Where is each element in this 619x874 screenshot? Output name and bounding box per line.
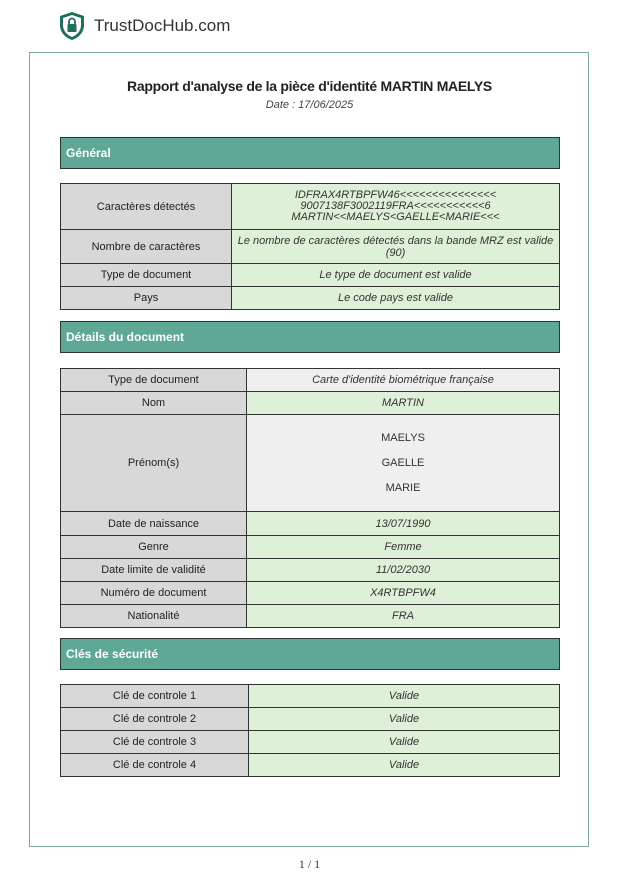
section-security-heading: Clés de sécurité [60, 638, 560, 670]
row-label: Clé de controle 2 [61, 708, 249, 731]
prenoms-value [247, 415, 560, 512]
row-value: FRA [247, 605, 560, 628]
table-row [61, 754, 560, 777]
section-general-heading: Général [60, 137, 560, 169]
row-value: Femme [247, 536, 560, 559]
mrz-value [232, 184, 560, 230]
prenom-3: MARIE [385, 482, 421, 494]
row-value: MARTIN [247, 392, 560, 415]
row-value: 13/07/1990 [247, 512, 560, 536]
mrz-line-3: MARTIN<<MAELYS<GAELLE<MARIE<<< [291, 211, 500, 223]
security-table [60, 684, 560, 777]
row-label: Type de document [61, 264, 232, 287]
row-label: Numéro de document [61, 582, 247, 605]
table-row [61, 685, 560, 708]
table-row [61, 230, 560, 264]
prenom-2: GAELLE [381, 457, 425, 469]
row-label: Nationalité [61, 605, 247, 628]
general-table [60, 183, 560, 310]
row-value: 11/02/2030 [247, 559, 560, 582]
prenom-1: MAELYS [381, 432, 425, 444]
table-row [61, 287, 560, 310]
table-row [61, 184, 560, 230]
brand-name[interactable]: TrustDocHub.com [94, 16, 231, 35]
table-row [61, 536, 560, 559]
row-value: Valide [249, 754, 560, 777]
table-row [61, 731, 560, 754]
shield-lock-icon [58, 11, 86, 41]
row-label: Date de naissance [61, 512, 247, 536]
header [58, 10, 230, 42]
report-title: Rapport d'analyse de la pièce d'identité MARTIN MAELYS [127, 78, 492, 94]
row-value: Le code pays est valide [232, 287, 560, 310]
row-label: Genre [61, 536, 247, 559]
row-value: Valide [249, 685, 560, 708]
table-row [61, 415, 560, 512]
row-label: Clé de controle 4 [61, 754, 249, 777]
row-label: Nom [61, 392, 247, 415]
row-label: Caractères détectés [61, 184, 232, 230]
report-date: Date : 17/06/2025 [265, 99, 354, 111]
row-value: Le type de document est valide [232, 264, 560, 287]
section-details-heading: Détails du document [60, 321, 560, 353]
table-row [61, 392, 560, 415]
row-value: Le nombre de caractères détectés dans la bande MRZ est valide (90) [232, 230, 560, 264]
row-label: Clé de controle 1 [61, 685, 249, 708]
row-label: Type de document [61, 369, 247, 392]
mrz-line-1: IDFRAX4RTBPFW46<<<<<<<<<<<<<<< [294, 189, 497, 201]
row-value: Valide [249, 731, 560, 754]
row-label: Nombre de caractères [61, 230, 232, 264]
table-row [61, 369, 560, 392]
row-label: Prénom(s) [61, 415, 247, 512]
table-row [61, 582, 560, 605]
table-row [61, 605, 560, 628]
table-row [61, 708, 560, 731]
details-table [60, 368, 560, 628]
row-label: Pays [61, 287, 232, 310]
table-row [61, 264, 560, 287]
table-row [61, 512, 560, 536]
row-value: X4RTBPFW4 [247, 582, 560, 605]
mrz-line-2: 9007138F3002119FRA<<<<<<<<<<<6 [300, 200, 491, 212]
row-label: Date limite de validité [61, 559, 247, 582]
row-value: Carte d'identité biométrique française [247, 369, 560, 392]
row-value: Valide [249, 708, 560, 731]
page-number: 1 / 1 [298, 857, 321, 871]
row-label: Clé de controle 3 [61, 731, 249, 754]
table-row [61, 559, 560, 582]
